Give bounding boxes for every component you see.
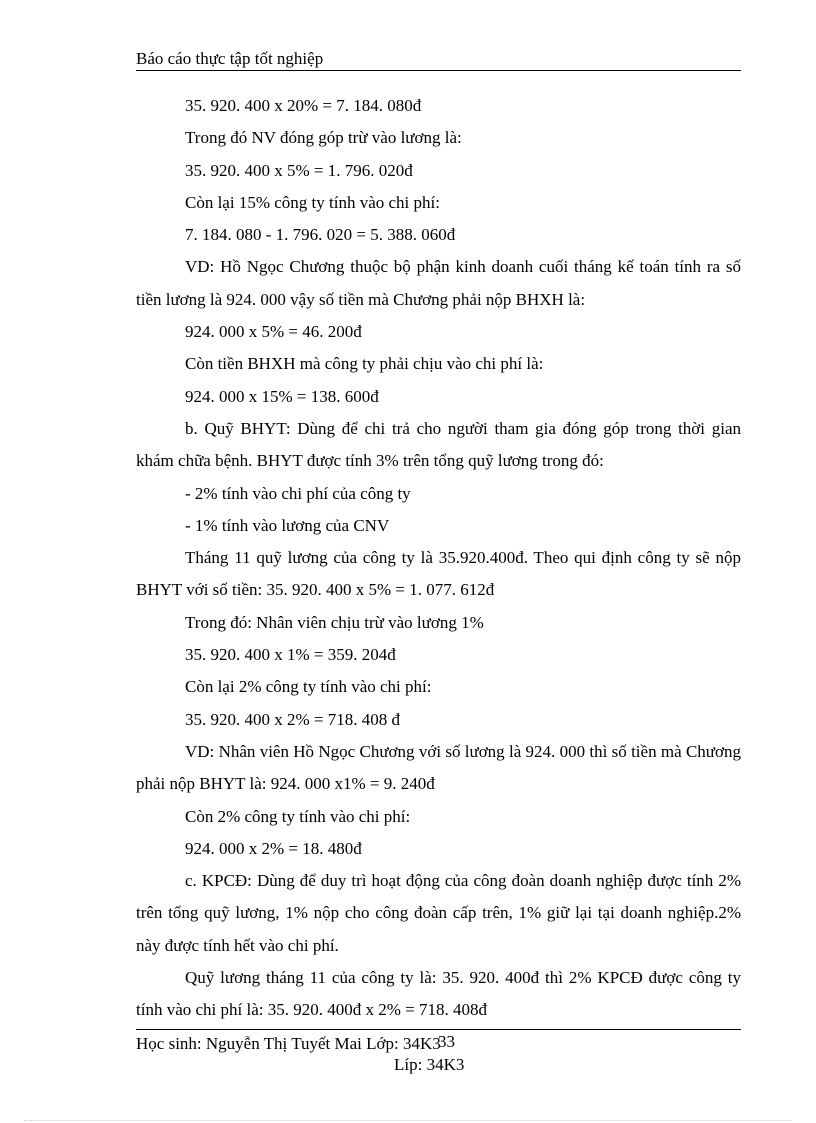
calc-line: 35. 920. 400 x 2% = 718. 408 đ <box>185 709 400 729</box>
page-header-title: Báo cáo thực tập tốt nghiệp <box>136 49 324 68</box>
footer-rule <box>136 1029 741 1030</box>
text-line: Còn lại 15% công ty tính vào chi phí: <box>185 192 440 212</box>
text-line: Còn lại 2% công ty tính vào chi phí: <box>185 677 432 697</box>
calc-line: 924. 000 x 2% = 18. 480đ <box>185 838 362 858</box>
bullet-line: - 2% tính vào chi phí của công ty <box>185 483 411 503</box>
bhyt-paragraph: b. Quỹ BHYT: Dùng để chi trả cho người tham gia đóng góp trong thời gian khám chữa bệnh. BHYT được tính 3% trên tổng quỹ lương trong đó: <box>136 418 741 471</box>
text-line: Trong đó NV đóng góp trừ vào lương là: <box>185 128 462 148</box>
page-number: 33 <box>438 1032 455 1051</box>
example-paragraph: VD: Hồ Ngọc Chương thuộc bộ phận kinh doanh cuối tháng kế toán tính ra số tiền lương là 924. 000 vậy số tiền mà Chương phải nộp BHXH là: <box>136 257 741 309</box>
bullet-line: - 1% tính vào lương của CNV <box>185 515 390 535</box>
kpcd-month-paragraph: Quỹ lương tháng 11 của công ty là: 35. 920. 400đ thì 2% KPCĐ được công ty tính vào chi phí là: 35. 920. 400đ x 2% = 718. 408đ <box>136 968 741 1020</box>
calc-line: 35. 920. 400 x 1% = 359. 204đ <box>185 645 396 665</box>
footer-student: Học sinh: Nguyễn Thị Tuyết Mai Lớp: 34K3 <box>136 1034 441 1053</box>
calc-line: 35. 920. 400 x 20% = 7. 184. 080đ <box>185 96 422 115</box>
page-bottom-dotted-divider <box>24 1120 792 1121</box>
calc-line: 924. 000 x 15% = 138. 600đ <box>185 386 379 406</box>
calc-line: 35. 920. 400 x 5% = 1. 796. 020đ <box>185 160 413 180</box>
kpcd-paragraph: c. KPCĐ: Dùng để duy trì hoạt động của công đoàn doanh nghiệp được tính 2% trên tổng quỹ lương, 1% nộp cho công đoàn cấp trên, 1% giữ lại tại doanh nghiệp.2% này được tính hết vào chi phí. <box>136 871 741 955</box>
document-body <box>136 90 741 1027</box>
bhyt-month-paragraph: Tháng 11 quỹ lương của công ty là 35.920.400đ. Theo qui định công ty sẽ nộp BHYT với số tiền: 35. 920. 400 x 5% = 1. 077. 612đ <box>136 548 741 600</box>
example-paragraph: VD: Nhân viên Hồ Ngọc Chương với số lương là 924. 000 thì số tiền mà Chương phải nộp BHYT là: 924. 000 x1% = 9. 240đ <box>136 741 741 794</box>
text-line: Còn 2% công ty tính vào chi phí: <box>185 806 411 826</box>
text-line: Trong đó: Nhân viên chịu trừ vào lương 1% <box>185 612 484 632</box>
calc-line: 7. 184. 080 - 1. 796. 020 = 5. 388. 060đ <box>185 225 456 245</box>
header-rule <box>136 70 741 71</box>
text-line: Còn tiền BHXH mà công ty phải chịu vào chi phí là: <box>185 354 544 374</box>
footer-class-line: Líp: 34K3 <box>394 1055 465 1074</box>
calc-line: 924. 000 x 5% = 46. 200đ <box>185 322 362 342</box>
